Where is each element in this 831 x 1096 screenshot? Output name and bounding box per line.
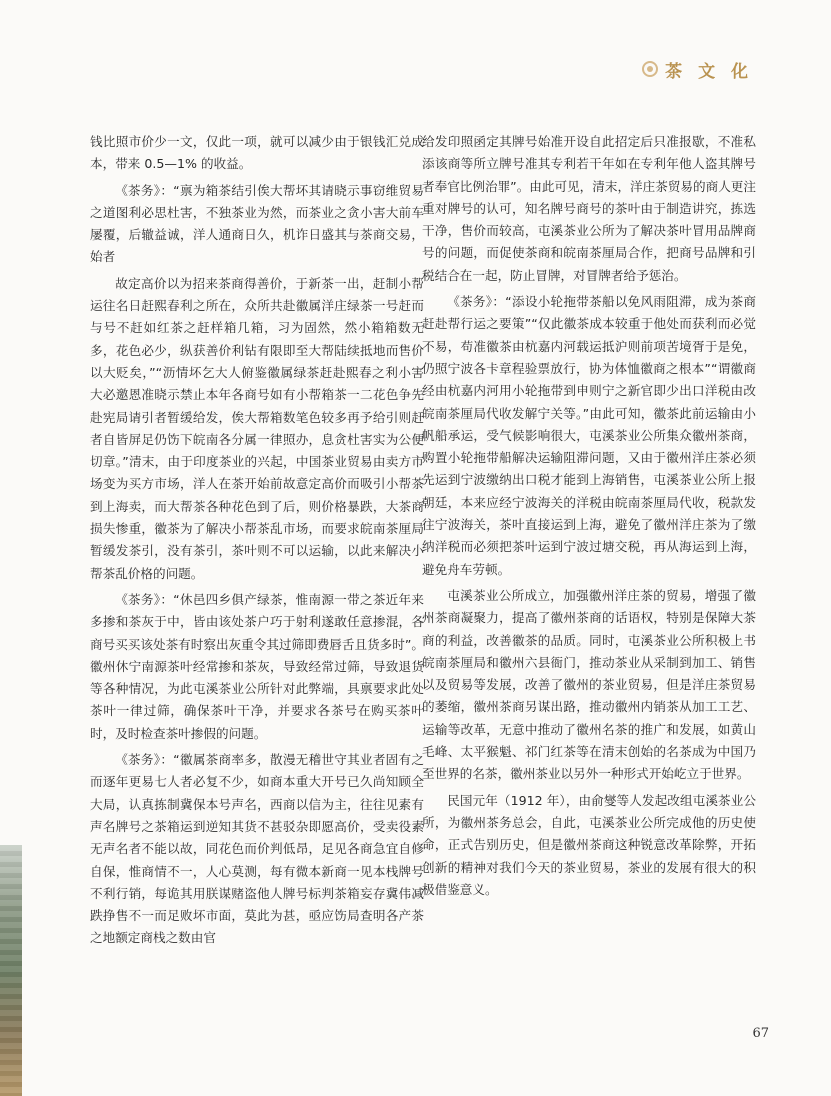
paragraph: 《茶务》：“徽属茶商率多，散漫无稽世守其业者固有之而逐年更易七人者必复不少，如商本重大开号已久尚知顾全大局，认真拣制冀保本号声名，西商以信为主，往往见素有声名牌号之茶箱运到逆知其货不甚驳杂即愿高价，受卖役素无声名者不能以故，同花色而价判低昂，足见各商急宜自修自保，惟商情不一，人心莫测，每有微本新商一见本栈牌号不利行销，每诡其用朕谋赌盗他人牌号标判茶箱妄存冀伟减跌挣售不一而足败坏市面，莫此为甚，亟应饬局查明各产茶之地额定商栈之数由官 bbox=[90, 752, 424, 946]
paragraph: 屯溪茶业公所成立，加强徽州洋庄茶的贸易，增强了徽州茶商凝聚力，提高了徽州茶商的话语权，特别是保障大茶商的利益，改善徽茶的品质。同时，屯溪茶业公所积极上书皖南茶厘局和徽州六县衙门，推动茶业从采制到加工、销售以及贸易等发展，改善了徽州的茶业贸易，但是洋庄茶贸易的萎缩，徽州茶商另谋出路，推动徽州内销茶从加工工艺、运输等改革，无意中推动了徽州名茶的推广和发展，如黄山毛峰、太平猴魁、祁门红茶等在清末创始的名茶成为中国乃至世界的名茶，徽州茶业以另外一种形式开始屹立于世界。 bbox=[422, 587, 756, 782]
left-column bbox=[90, 131, 424, 954]
paragraph: 民国元年（1912 年），由俞燮等人发起改组屯溪茶业公所，为徽州茶务总会，自此，屯溪茶业公所完成他的历史使命，正式告别历史，但是徽州茶商这种锐意改革除弊，开拓创新的精神对我们今天的茶业贸易，茶业的发展有很大的积极借鉴意义。 bbox=[422, 792, 756, 897]
page-number: 67 bbox=[752, 1026, 769, 1041]
paragraph: 钱比照市价少一文，仅此一项，就可以减少由于银钱汇兑成本，带来 0.5—1% 的收益。 bbox=[90, 134, 424, 172]
paragraph: 给发印照函定其牌号始准开设自此招定后只准报歇，不准私添该商等所立牌号准其专利若干年如在专利年他人盗其牌号者奉官比例治罪”。由此可见，清末，洋庄茶贸易的商人更注重对牌号的认可，知名牌号商号的茶叶由于制造讲究，拣选干净，售价而较高，屯溪茶业公所为了解决茶叶冒用品牌商号的问题，而促使茶商和皖南茶厘局合作，把商号品牌和引税结合在一起，防止冒牌，对冒牌者给予惩治。 bbox=[422, 134, 756, 283]
paragraph: 《茶务》：“休邑四乡俱产绿茶，惟南源一带之茶近年来多掺和茶灰于中，皆由该处茶户巧于射利遂敢任意掺混，各商号买买该处茶有时察出灰重令其过筛即费唇舌且货多时”。徽州休宁南源茶叶经常掺和茶灰，导致经常过筛，导致退货等各种情况，为此屯溪茶业公所针对此弊端，具禀要求此处茶叶一律过筛，确保茶叶干净，并要求各茶号在购买茶叶时，及时检查茶叶掺假的问题。 bbox=[90, 591, 424, 741]
paragraph: 《茶务》：“添设小轮拖带茶船以免风雨阻滞，成为茶商赶赴帮行运之要策”“仅此徽茶成本较重于他处而获利而必觉不易，苟准徽茶由杭嘉内河载运抵沪则前项苦境胥于是免，仍照宁波各卡章程验票放行，协为体恤徽商之根本”“谓徽商经由杭嘉内河用小轮拖带到申则宁之新官即少出口洋税由改皖南茶厘局代收发解宁关等。”由此可知，徽茶此前运输由小帆船承运，受气候影响很大，屯溪茶业公所集众徽州茶商，购置小轮拖带船解决运输阻滞问题，又由于徽州洋庄茶必须先运到宁波缴纳出口税才能到上海销售，屯溪茶业公所上报朝廷，本来应经宁波海关的洋税由皖南茶厘局代收，税款发往宁波海关，茶叶直接运到上海，避免了徽州洋庄茶为了缴纳洋税而必须把茶叶运到宁波过塘交税，再从海运到上海，避免舟车劳顿。 bbox=[422, 294, 756, 577]
section-header bbox=[642, 56, 753, 82]
section-title: 茶 文 化 bbox=[665, 61, 753, 82]
paragraph: 故定高价以为招来茶商得善价，于新茶一出，赶制小帮运往名日赶熙春利之所在，众所共赴徽属洋庄绿茶一号赶而与号不赶如红茶之赶样箱几箱，习为固然，然小箱箱数无多，花色必少，纵获善价利钻有限即至大帮陆续抵地而售价以大贬矣，”“沥情坏乞大人俯鉴徽属绿茶赶赴熙春之利小害大必邀恩准晓示禁止本年各商号如有小帮箱茶一二花色争先赴宪局请引者暂缓给发，俟大帮箱数笔色较多再予给引则赶者自皆屏足仍饬下皖南各分属一律照办，息贪杜害实为公便切章。”清末，由于印度茶业的兴起，中国茶业贸易由卖方市场变为买方市场，洋人在茶开始前故意定高价而吸引小帮茶到上海卖，而大帮茶各种花色到了后，则价格暴跌，大茶商损失惨重，徽茶为了解决小帮茶乱市场，而要求皖南茶厘局暂缓发茶引，没有茶引，茶叶则不可以运输，以此来解决小帮茶乱价格的问题。 bbox=[90, 275, 424, 581]
paragraph: 《茶务》：“禀为箱茶结引俟大帮坏其请晓示事窃维贸易之道图利必思杜害，不独茶业为然，而茶业之贪小害大前车屡覆，后辙益诚，洋人通商日久，机诈日盛其与茶商交易，始者 bbox=[90, 182, 424, 265]
circle-ornament-icon bbox=[642, 61, 658, 77]
landscape-photo-strip bbox=[0, 845, 22, 1096]
right-column bbox=[422, 131, 756, 905]
